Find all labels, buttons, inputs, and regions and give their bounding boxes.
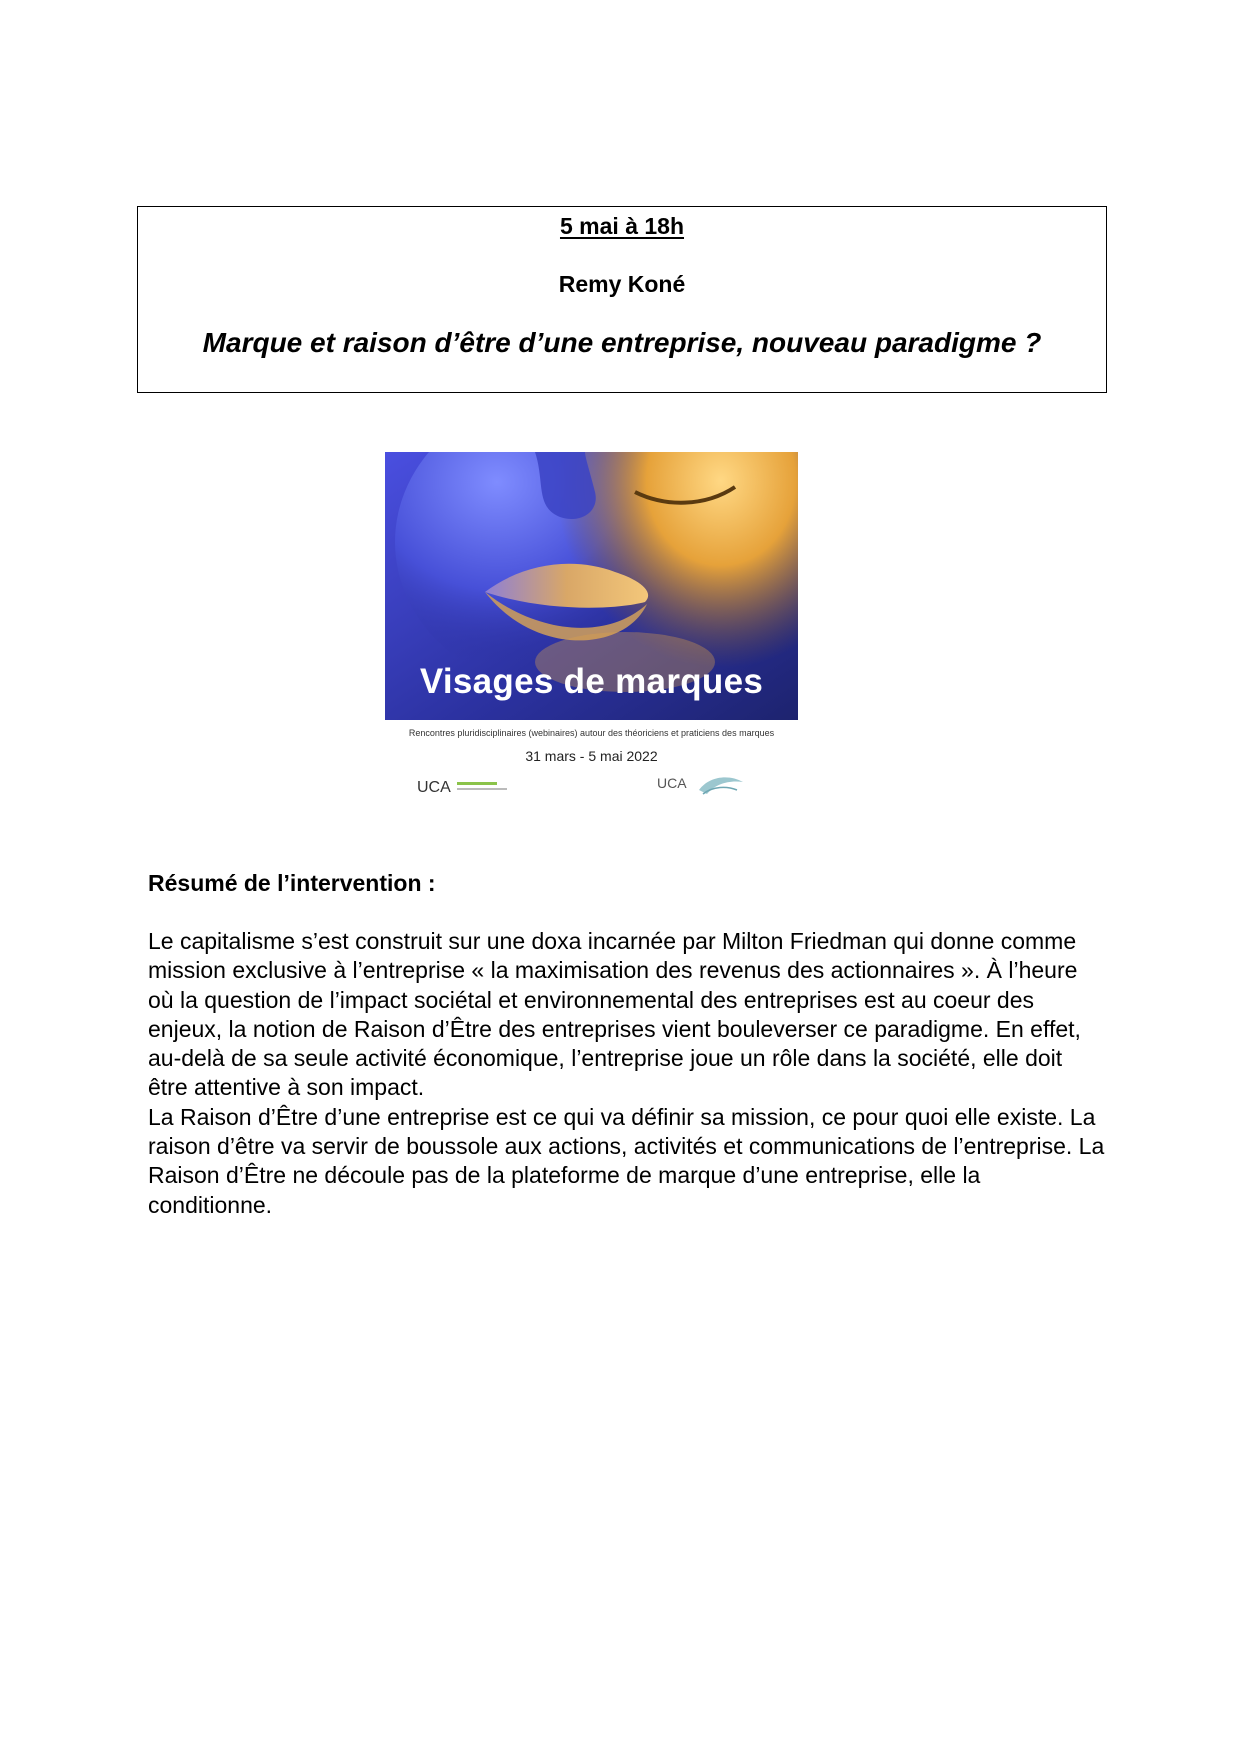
event-header-box — [137, 206, 1107, 393]
event-poster — [385, 452, 798, 802]
poster-heading: Visages de marques — [419, 662, 764, 701]
event-speaker: Remy Koné — [558, 271, 686, 297]
poster-dates: 31 mars - 5 mai 2022 — [525, 748, 658, 764]
uca-logo-left — [417, 776, 517, 798]
talk-title: Marque et raison d’être d’une entreprise, nouveau paradigme ? — [202, 327, 1042, 358]
abstract-paragraph: La Raison d’Être d’une entreprise est ce qui va définir sa mission, ce pour quoi elle existe. La raison d’être va servir de boussole aux actions, activités et communications de l’entreprise. La Raison d’Être ne découle pas de la plateforme de marque d’une entreprise, elle la conditionne. — [148, 1103, 1105, 1218]
uca-logo-left-text: UCA — [417, 779, 451, 796]
uca-logo-right-text: UCA — [657, 775, 687, 791]
abstract-body — [148, 927, 1108, 1220]
abstract-heading: Résumé de l’intervention : — [148, 870, 436, 896]
poster-subline: Rencontres pluridisciplinaires (webinaires) autour des théoriciens et praticiens des marques — [408, 728, 775, 738]
event-date: 5 mai à 18h — [559, 213, 685, 239]
uca-logo-right — [657, 772, 747, 802]
abstract-paragraph: Le capitalisme s’est construit sur une doxa incarnée par Milton Friedman qui donne comme mission exclusive à l’entreprise « la maximisation des revenus des actionnaires ». À l’heure où la question de l’impact sociétal et environnemental des entreprises est au coeur des enjeux, la notion de Raison d’Être des entreprises vient bouleverser ce paradigme. En effet, au-delà de sa seule activité économique, l’entreprise joue un rôle dans la société, elle doit être attentive à son impact. — [148, 928, 1081, 1101]
